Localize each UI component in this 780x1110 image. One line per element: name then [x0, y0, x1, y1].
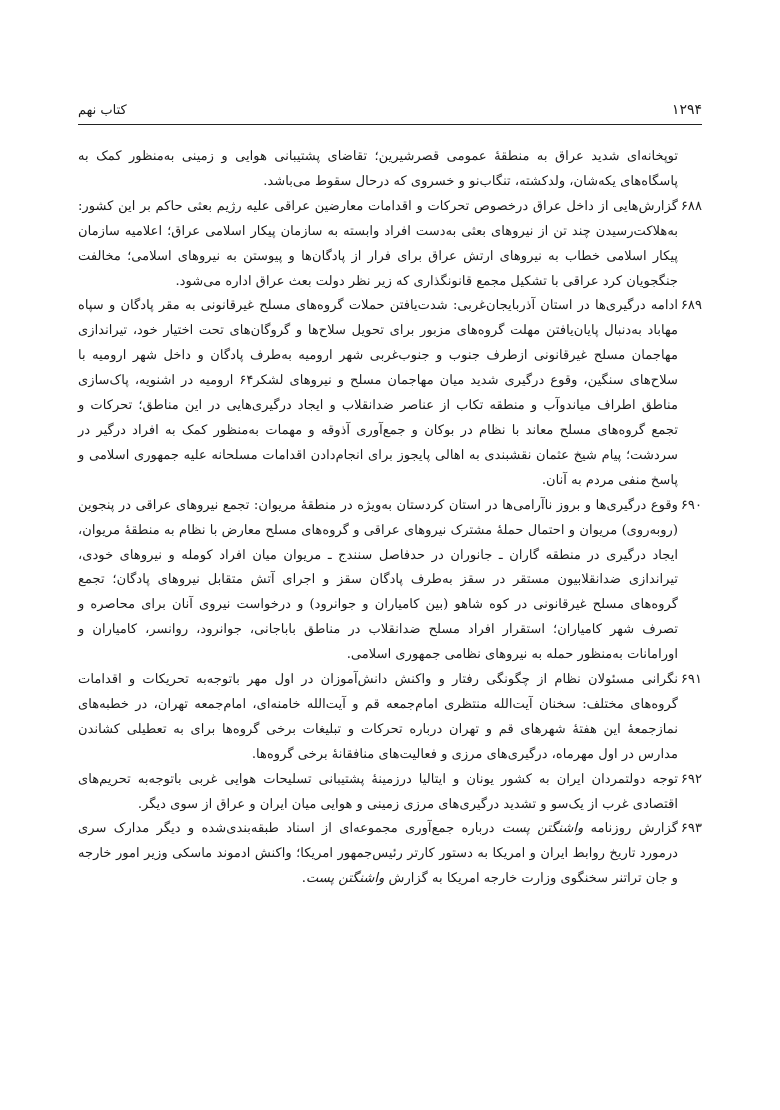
entry-number: ۶۸۹: [680, 298, 702, 314]
entry-text: [78, 817, 678, 892]
entry-text: نگرانی مسئولان نظام از چگونگی رفتار و واکنش دانش‌آموزان در اول مهر باتوجه‌به تحریکات و اقدامات گروه‌های مختلف: سخنان آیت‌الله منتظری امام‌جمعه قم و آیت‌الله خامنه‌ای، امام‌جمعه تهران، در خطبه‌های نمازجمعهٔ این هفتهٔ شهرهای قم و تهران درباره تحرکات و تبلیغات برخی گروه‌ها برای به تعطیلی کشاندن مدارس در اول مهرماه، درگیری‌های مرزی و فعالیت‌های منافقانهٔ برخی گروه‌ها.: [78, 672, 678, 762]
entry-text: ادامه درگیری‌ها در استان آذربایجان‌غربی: شدت‌یافتن حملات گروه‌های مسلح غیرقانونی به مقر پادگان و سپاه مهاباد به‌دنبال پایان‌یافتن مهلت گروه‌های مزبور برای تحویل سلاح‌ها و گروگان‌های تحت اختیار خود، تیراندازی مهاجمان مسلح غیرقانونی ازطرف جنوب و جنوب‌غربی شهر ارومیه به‌طرف پادگان و داخل شهر ارومیه با سلاح‌های سنگین، وقوع درگیری شدید میان مهاجمان مسلح و نیروهای لشکر۶۴ ارومیه در اشنویه، پاک‌سازی مناطق اطراف میاندوآب و منطقه تکاب از عناصر ضدانقلاب و ایجاد درگیری‌هایی در این مناطق؛ تحرکات و تجمع گروه‌های مسلح معاند با نظام در بوکان و جمع‌آوری آذوقه و مهمات به‌منظور کمک به افراد درگیر در سردشت؛ پیام شیخ عثمان نقشبندی به اهالی پایجوز برای انجام‌دادن اقدامات مسلحانه علیه جمهوری اسلامی و پاسخ منفی مردم به آنان.: [78, 298, 678, 488]
entry-text: وقوع درگیری‌ها و بروز ناآرامی‌ها در استان کردستان به‌ویژه در منطقهٔ مریوان: تجمع نیروهای عراقی در پنجوین (روبه‌روی) مریوان و احتمال حملهٔ مشترک نیروهای عراقی و گروه‌های مسلح معارض با نظام به منطقهٔ مریوان، ایجاد درگیری در منطقه گاران ـ جانوران در حدفاصل سنندج ـ مریوان میان افراد کومله و نیروهای خودی، تیراندازی ضدانقلابیون مستقر در سقز به‌طرف پادگان سقز و اجرای آتش متقابل نیروهای پادگان؛ تجمع گروه‌های مسلح غیرقانونی در کوه شاهو (بین کامیاران و جوانرود) و درخواست نیروی آنان برای محاصره و تصرف شهر کامیاران؛ استقرار افراد مسلح ضدانقلاب در مناطق باباجانی، جوانرود، روانسر، کامیاران و اورامانات به‌منظور حمله به نیروهای نظامی جمهوری اسلامی.: [78, 497, 679, 663]
entry-692: [78, 768, 702, 818]
document-body: [78, 145, 702, 892]
paragraph-text: توپخانه‌ای شدید عراق به منطقهٔ عمومی قصرشیرین؛ تقاضای پشتیبانی هوایی و زمینی به‌منظور کمک به پاسگاه‌های یکه‌شان، ولدکشته، تنگاب‌نو و خسروی که درحال سقوط می‌باشد.: [78, 149, 678, 189]
running-header: [78, 84, 702, 125]
entry-number: ۶۹۳: [680, 821, 702, 837]
entry-number: ۶۸۸: [680, 198, 702, 214]
newspaper-name: واشنگتن پست: [305, 871, 385, 887]
document-page: [78, 84, 702, 1044]
continuation-paragraph: [78, 145, 702, 195]
text-segment: گزارش روزنامه: [583, 821, 678, 837]
entry-text: گزارش‌هایی از داخل عراق درخصوص تحرکات و اقدامات معارضین عراقی علیه رژیم بعثی حاکم بر این کشور: به‌هلاکت‌رسیدن چند تن از نیروهای بعثی به‌دست افراد وابسته به سازمان پیکار اسلامی عراق؛ اعلامیه سازمان پیکار اسلامی خطاب به نیروهای ارتش عراق برای فرار از پادگان‌ها و پیوستن به نیروهای اسلامی؛ مخالفت جنگجویان کرد عراقی با تشکیل مجمع قانونگذاری که زیر نظر دولت بعث عراق اداره می‌شود.: [78, 198, 678, 289]
entry-690: [78, 494, 702, 668]
entry-number: ۶۹۰: [680, 497, 702, 513]
entry-688: [78, 195, 702, 295]
entry-text: توجه دولتمردان ایران به کشور یونان و ایتالیا درزمینهٔ پشتیبانی تسلیحات هوایی غربی باتوجه‌به تحریم‌های اقتصادی غرب از یک‌سو و تشدید درگیری‌های مرزی زمینی و هوایی میان ایران و عراق از سوی دیگر.: [78, 771, 678, 812]
text-segment: .: [301, 871, 306, 887]
entry-number: ۶۹۲: [680, 771, 702, 787]
entry-691: [78, 668, 702, 768]
entry-693: [78, 817, 702, 892]
page-number: ۱۲۹۴: [671, 102, 702, 118]
text-segment: درباره جمع‌آوری مجموعه‌ای از اسناد طبقه‌بندی‌شده و دیگر مدارک سری درمورد تاریخ روابط ایران و امریکا به دستور کارتر رئیس‌جمهور امریکا؛ واکنش ادموند ماسکی وزیر امور خارجه و جان تراتنر سخنگوی وزارت خارجه امریکا به گزارش: [78, 821, 678, 887]
entry-689: [78, 294, 702, 493]
newspaper-name: واشنگتن پست: [501, 821, 584, 837]
book-title: کتاب نهم: [78, 103, 127, 118]
entry-number: ۶۹۱: [680, 672, 702, 688]
